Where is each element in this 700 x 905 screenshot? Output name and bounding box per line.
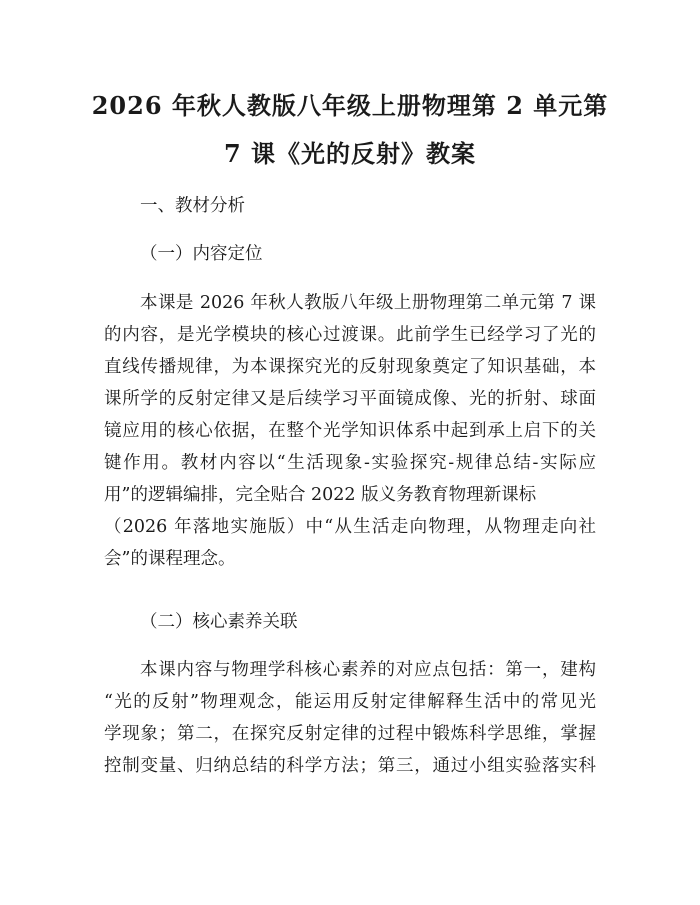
paragraph-1-line-5: 镜应用的核心依据，在整个光学知识体系中起到承上启下的关 bbox=[104, 421, 596, 441]
paragraph-1-line-6: 键作用。教材内容以“生活现象-实验探究-规律总结-实际应 bbox=[104, 453, 596, 473]
subsection-heading-core-competencies: （二）核心素养关联 bbox=[140, 612, 298, 632]
paragraph-1-line-7: 用”的逻辑编排，完全贴合 2022 版义务教育物理新课标 bbox=[104, 485, 537, 505]
paragraph-1-line-8: （2026 年落地实施版）中“从生活走向物理，从物理走向社 bbox=[104, 517, 596, 537]
paragraph-2-line-3: 学现象；第二，在探究反射定律的过程中锻炼科学思维，掌握 bbox=[104, 724, 596, 744]
paragraph-1-line-3: 直线传播规律，为本课探究光的反射现象奠定了知识基础，本 bbox=[104, 357, 596, 377]
document-title-line-1: 2026 年秋人教版八年级上册物理第 2 单元第 bbox=[91, 91, 609, 120]
section-heading-textbook-analysis: 一、教材分析 bbox=[140, 196, 245, 216]
paragraph-1-line-9: 会”的课程理念。 bbox=[104, 549, 236, 569]
paragraph-2-line-1: 本课内容与物理学科核心素养的对应点包括：第一，建构 bbox=[140, 660, 596, 680]
document-title-line-2: 7 课《光的反射》教案 bbox=[223, 139, 477, 168]
paragraph-1-line-1: 本课是 2026 年秋人教版八年级上册物理第二单元第 7 课 bbox=[140, 293, 596, 313]
paragraph-1-line-2: 的内容，是光学模块的核心过渡课。此前学生已经学习了光的 bbox=[104, 325, 596, 345]
paragraph-2-line-2: “光的反射”物理观念，能运用反射定律解释生活中的常见光 bbox=[104, 692, 596, 712]
paragraph-2-line-4: 控制变量、归纳总结的科学方法；第三，通过小组实验落实科 bbox=[104, 756, 596, 776]
subsection-heading-content-positioning: （一）内容定位 bbox=[140, 244, 263, 264]
paragraph-1-line-4: 课所学的反射定律又是后续学习平面镜成像、光的折射、球面 bbox=[104, 389, 596, 409]
